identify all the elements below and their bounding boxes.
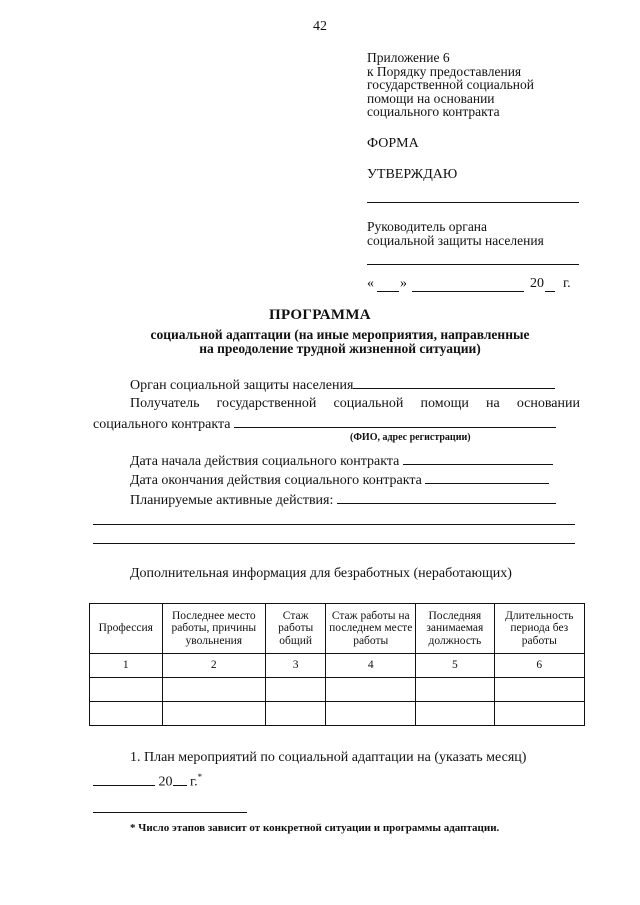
organ-field <box>130 376 555 394</box>
appendix-line: Приложение 6 <box>367 50 450 65</box>
table-header-cell: Профессия <box>90 604 163 654</box>
column-number: 3 <box>266 654 326 678</box>
document-subtitle <box>90 328 590 356</box>
organ-label: Орган социальной защиты населения <box>130 378 354 393</box>
day-blank[interactable] <box>377 276 399 292</box>
recipient-field <box>93 415 556 433</box>
approver-signature-line[interactable] <box>367 202 579 203</box>
planned-actions-line-2[interactable] <box>93 524 575 525</box>
table-cell[interactable] <box>494 678 584 702</box>
subtitle-line: социальной адаптации (на иные мероприятия, направленные <box>150 327 530 342</box>
table-cell[interactable] <box>266 678 326 702</box>
unemployed-info-table <box>89 603 585 726</box>
table-header-cell: Длительность периода без работы <box>494 604 584 654</box>
plan-year-blank[interactable] <box>173 773 187 786</box>
table-header-cell: Стаж работы на последнем месте работы <box>326 604 416 654</box>
planned-actions-label: Планируемые активные действия: <box>130 493 334 508</box>
page-number: 42 <box>313 19 327 34</box>
table-cell[interactable] <box>90 702 163 726</box>
recipient-input-line[interactable] <box>234 415 556 428</box>
table-cell[interactable] <box>266 702 326 726</box>
footnote-separator <box>93 812 247 813</box>
table-cell[interactable] <box>90 678 163 702</box>
table-cell[interactable] <box>416 702 494 726</box>
section-title: Дополнительная информация для безработных (неработающих) <box>130 566 512 581</box>
column-number: 4 <box>326 654 416 678</box>
year-blank[interactable] <box>545 276 555 292</box>
appendix-line: к Порядку предоставления <box>367 63 522 79</box>
table-row <box>90 702 585 726</box>
start-date-input-line[interactable] <box>403 452 553 465</box>
appendix-line: государственной социальной <box>367 77 534 92</box>
planned-actions-field <box>130 491 556 509</box>
end-date-input-line[interactable] <box>425 471 549 484</box>
approval-date <box>367 276 579 294</box>
year-suffix: г. <box>563 276 571 291</box>
plan-year-prefix: 20 <box>158 774 173 790</box>
planned-actions-input-line[interactable] <box>337 491 556 504</box>
table-row <box>90 678 585 702</box>
recipient-label-line2: социального контракта <box>93 417 231 432</box>
planned-actions-line-3[interactable] <box>93 543 575 544</box>
table-cell[interactable] <box>326 678 416 702</box>
column-number: 2 <box>162 654 266 678</box>
column-number: 5 <box>416 654 494 678</box>
table-header-cell: Последняя занимаемая должность <box>416 604 494 654</box>
plan-year-suffix: г. <box>190 774 198 790</box>
column-number: 6 <box>494 654 584 678</box>
head-role <box>367 220 544 248</box>
year-prefix: 20 <box>530 276 544 291</box>
appendix-line: помощи на основании <box>367 90 495 106</box>
plan-month-blank[interactable] <box>93 773 155 786</box>
month-blank[interactable] <box>412 276 524 292</box>
plan-heading: 1. План мероприятий по социальной адаптации на (указать месяц) <box>130 750 527 765</box>
date-open-quote: « <box>367 276 374 291</box>
table-header-cell: Стаж работы общий <box>266 604 326 654</box>
table-cell[interactable] <box>162 678 266 702</box>
form-label: ФОРМА <box>367 136 419 151</box>
footnote-text: * Число этапов зависит от конкретной ситуации и программы адаптации. <box>130 822 500 834</box>
appendix-line: социального контракта <box>367 104 500 119</box>
head-name-line[interactable] <box>367 264 579 265</box>
recipient-label-line1: Получатель государственной социальной помощи на основании <box>130 396 580 411</box>
footnote-marker: * <box>197 772 203 782</box>
appendix-reference <box>367 51 534 119</box>
document-title: ПРОГРАММА <box>269 307 371 323</box>
column-number: 1 <box>90 654 163 678</box>
end-date-label: Дата окончания действия социального контракта <box>130 473 422 488</box>
organ-input-line[interactable] <box>353 376 555 389</box>
start-date-field <box>130 452 553 470</box>
recipient-hint: (ФИО, адрес регистрации) <box>350 432 471 443</box>
table-cell[interactable] <box>416 678 494 702</box>
table-header-row <box>90 604 585 654</box>
table-cell[interactable] <box>162 702 266 726</box>
start-date-label: Дата начала действия социального контракта <box>130 454 400 469</box>
subtitle-line: на преодоление трудной жизненной ситуации) <box>199 341 481 356</box>
table-cell[interactable] <box>494 702 584 726</box>
head-role-line: социальной защиты населения <box>367 233 544 248</box>
head-role-line: Руководитель органа <box>367 219 488 234</box>
table-number-row <box>90 654 585 678</box>
table-header-cell: Последнее место работы, причины увольнения <box>162 604 266 654</box>
date-close-quote: » <box>400 276 407 291</box>
end-date-field <box>130 471 549 489</box>
approve-label: УТВЕРЖДАЮ <box>367 167 458 182</box>
table-cell[interactable] <box>326 702 416 726</box>
plan-year-line <box>93 772 202 791</box>
